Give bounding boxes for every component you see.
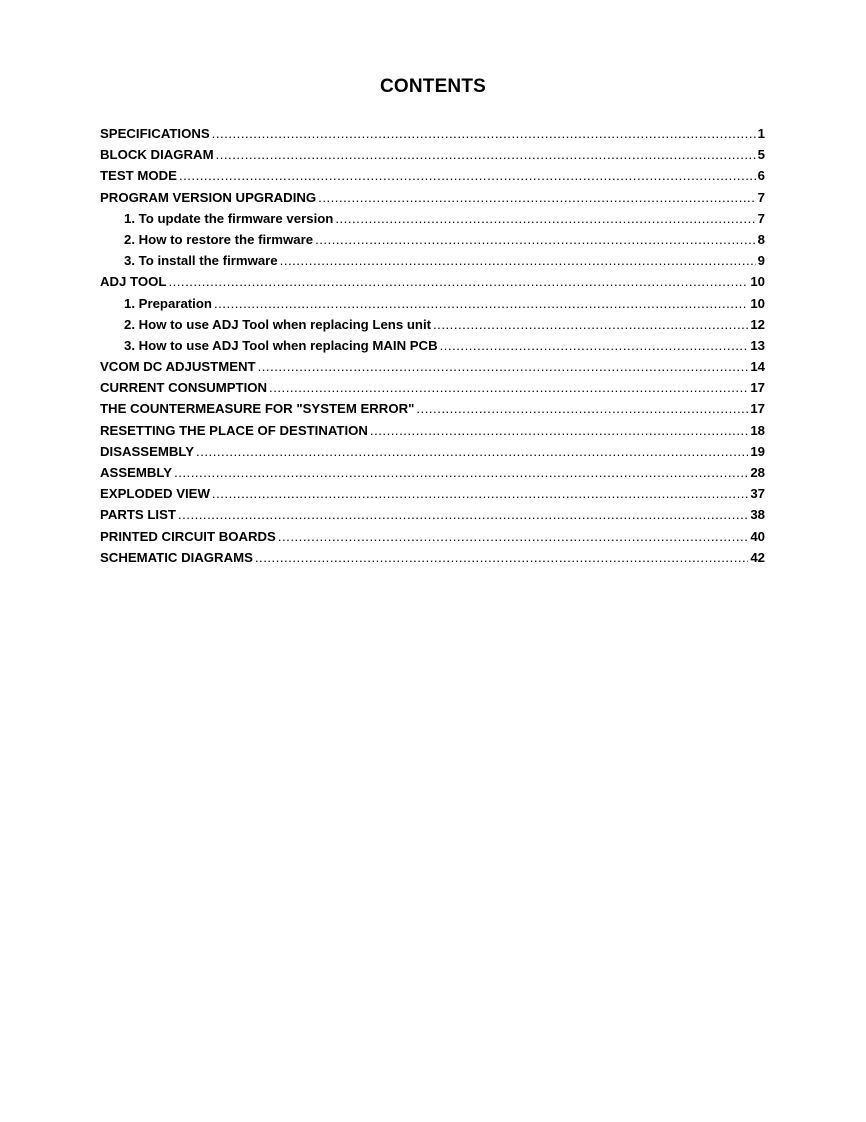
toc-entry-page: 40 [750,528,765,544]
table-of-contents [100,126,765,571]
toc-entry-page: 19 [750,443,765,459]
toc-entry-label: THE COUNTERMEASURE FOR "SYSTEM ERROR" [100,401,415,417]
toc-entry-label: VCOM DC ADJUSTMENT [100,359,256,375]
toc-entry-label: ADJ TOOL [100,274,167,290]
toc-entry-label: CURRENT CONSUMPTION [100,380,268,396]
toc-entry-label: SPECIFICATIONS [100,126,210,141]
toc-entry-page: 38 [750,507,765,523]
toc-entry-page: 10 [750,274,765,290]
toc-entry-page: 14 [750,359,765,375]
dot-leader [318,190,756,205]
toc-entry[interactable] [100,359,765,380]
dot-leader [258,359,749,374]
page-title: CONTENTS [379,76,487,97]
toc-entry-label: 1. To update the firmware version [124,210,334,226]
toc-entry[interactable] [100,126,765,147]
dot-leader [278,529,748,544]
toc-entry-page: 17 [750,401,765,417]
toc-entry-page: 8 [757,231,765,247]
dot-leader [255,550,748,565]
dot-leader [196,444,748,459]
toc-entry-page: 9 [757,253,765,269]
toc-entry[interactable] [100,274,765,295]
toc-entry[interactable] [100,507,765,528]
toc-subentry[interactable] [100,317,765,338]
toc-entry-label: PROGRAM VERSION UPGRADING [100,189,317,205]
toc-entry-label: RESETTING THE PLACE OF DESTINATION [100,422,368,438]
dot-leader [315,232,756,247]
toc-entry-page: 37 [750,486,765,502]
toc-entry[interactable] [100,444,765,465]
toc-entry[interactable] [100,401,765,422]
toc-entry-page: 10 [750,295,765,311]
dot-leader [168,274,748,289]
dot-leader [214,296,748,311]
toc-entry[interactable] [100,423,765,444]
toc-entry-label: PRINTED CIRCUIT BOARDS [100,528,276,544]
dot-leader [216,147,756,162]
toc-entry[interactable] [100,147,765,168]
dot-leader [416,401,748,416]
toc-entry-page: 6 [757,168,765,184]
toc-entry-label: BLOCK DIAGRAM [100,147,214,163]
toc-entry[interactable] [100,529,765,550]
toc-subentry[interactable] [100,253,765,274]
dot-leader [174,465,748,480]
toc-entry[interactable] [100,486,765,507]
toc-entry[interactable] [100,465,765,486]
dot-leader [280,253,756,268]
toc-entry-page: 5 [757,147,765,163]
dot-leader [335,211,755,226]
toc-entry-label: TEST MODE [100,168,177,184]
dot-leader [433,317,748,332]
toc-entry-label: 3. How to use ADJ Tool when replacing MAIN PCB [124,337,438,353]
dot-leader [212,486,748,501]
toc-entry[interactable] [100,380,765,401]
toc-entry-label: 3. To install the firmware [124,253,278,269]
toc-entry-page: 42 [750,549,765,565]
toc-entry-label: DISASSEMBLY [100,443,195,459]
toc-entry-page: 28 [750,465,765,480]
toc-entry-label: 2. How to restore the firmware [124,231,314,247]
toc-subentry[interactable] [100,211,765,232]
toc-entry-page: 7 [757,189,765,205]
toc-entry-page: 7 [757,210,765,226]
toc-entry-page: 13 [750,337,765,353]
toc-entry-page: 17 [750,380,765,396]
toc-entry-page: 18 [750,422,765,438]
toc-entry-label: PARTS LIST [100,507,176,523]
toc-subentry[interactable] [100,232,765,253]
toc-entry-label: SCHEMATIC DIAGRAMS [100,549,253,565]
toc-entry[interactable] [100,190,765,211]
toc-entry-label: 2. How to use ADJ Tool when replacing Lens unit [124,316,432,332]
toc-entry-label: 1. Preparation [124,295,212,311]
toc-entry-page: 1 [757,126,765,141]
toc-entry[interactable] [100,550,765,571]
dot-leader [440,338,749,353]
dot-leader [178,507,748,522]
toc-entry-page: 12 [750,316,765,332]
dot-leader [212,126,756,141]
toc-entry-label: EXPLODED VIEW [100,486,210,502]
toc-subentry[interactable] [100,338,765,359]
toc-subentry[interactable] [100,296,765,317]
dot-leader [370,423,748,438]
dot-leader [269,380,748,395]
toc-entry-label: ASSEMBLY [100,465,173,480]
dot-leader [179,168,756,183]
toc-entry[interactable] [100,168,765,189]
